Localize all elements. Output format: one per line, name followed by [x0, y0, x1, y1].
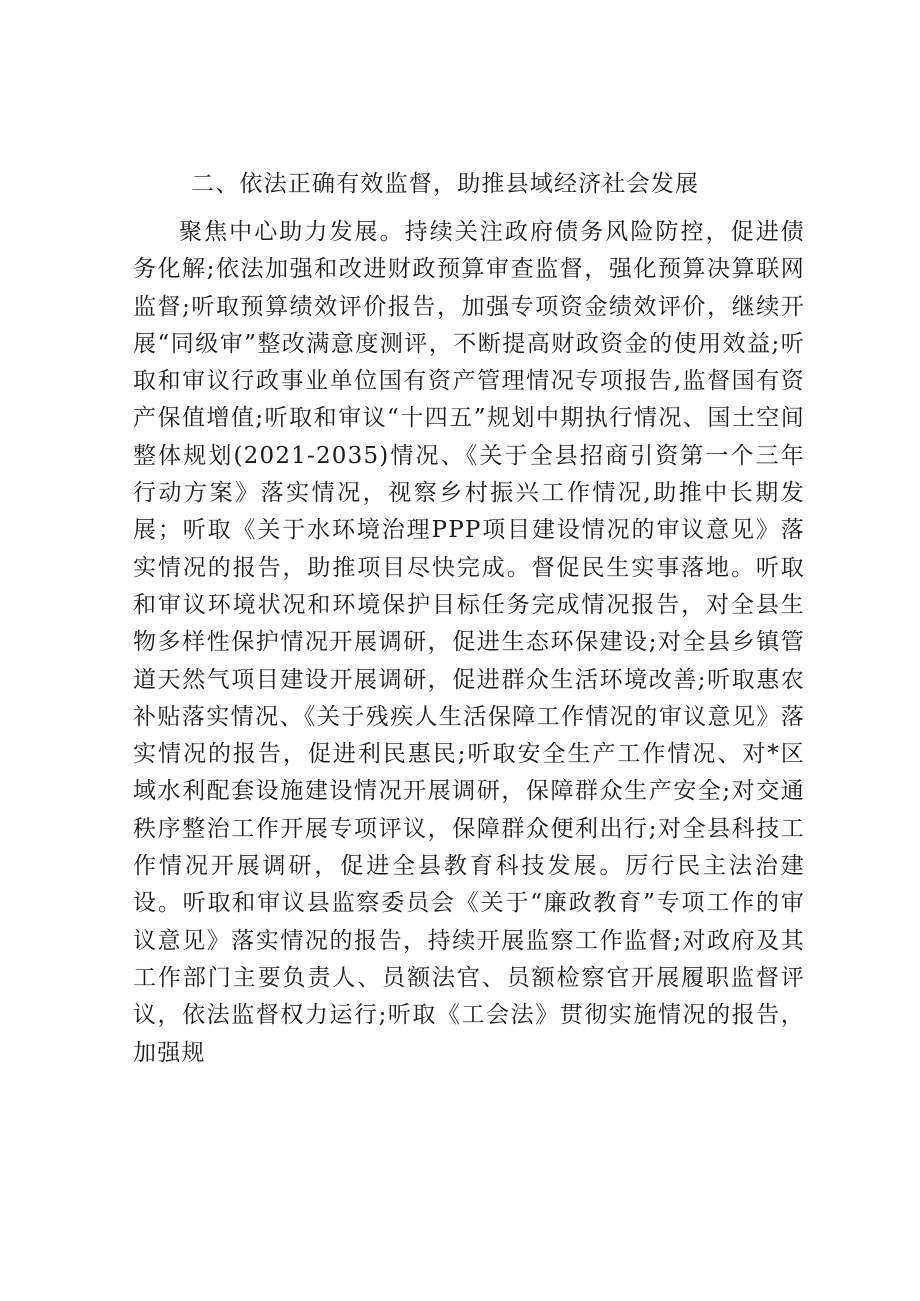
body-paragraph: 聚焦中心助力发展。持续关注政府债务风险防控，促进债务化解;依法加强和改进财政预算审查监督，强化预算决算联网监督;听取预算绩效评价报告，加强专项资金绩效评价，继续开展“同级审”整改满意度测评，不断提高财政资金的使用效益;听取和审议行政事业单位国有资产管理情况专项报告,监督国有资产保值增值;听取和审议“十四五”规划中期执行情况、国土空间整体规划(2021-2035)情况、《关于全县招商引资第一个三年行动方案》落实情况，视察乡村振兴工作情况,助推中长期发展；听取《关于水环境治理PPP项目建设情况的审议意见》落实情况的报告，助推项目尽快完成。督促民生实事落地。听取和审议环境状况和环境保护目标任务完成情况报告，对全县生物多样性保护情况开展调研，促进生态环保建设;对全县乡镇管道天然气项目建设开展调研，促进群众生活环境改善;听取惠农补贴落实情况、《关于残疾人生活保障工作情况的审议意见》落实情况的报告，促进利民惠民;听取安全生产工作情况、对*区域水利配套设施建设情况开展调研，保障群众生产安全;对交通秩序整治工作开展专项评议，保障群众便利出行;对全县科技工作情况开展调研，促进全县教育科技发展。厉行民主法治建设。听取和审议县监察委员会《关于“廉政教育”专项工作的审议意见》落实情况的报告，持续开展监察工作监督;对政府及其工作部门主要负责人、员额法官、员额检察官开展履职监督评议，依法监督权力运行;听取《工会法》贯彻实施情况的报告，加强规: [133, 219, 805, 1066]
section-heading: 二、依法正确有效监督，助推县域经济社会发展: [191, 171, 700, 197]
document-body: [133, 160, 805, 1072]
